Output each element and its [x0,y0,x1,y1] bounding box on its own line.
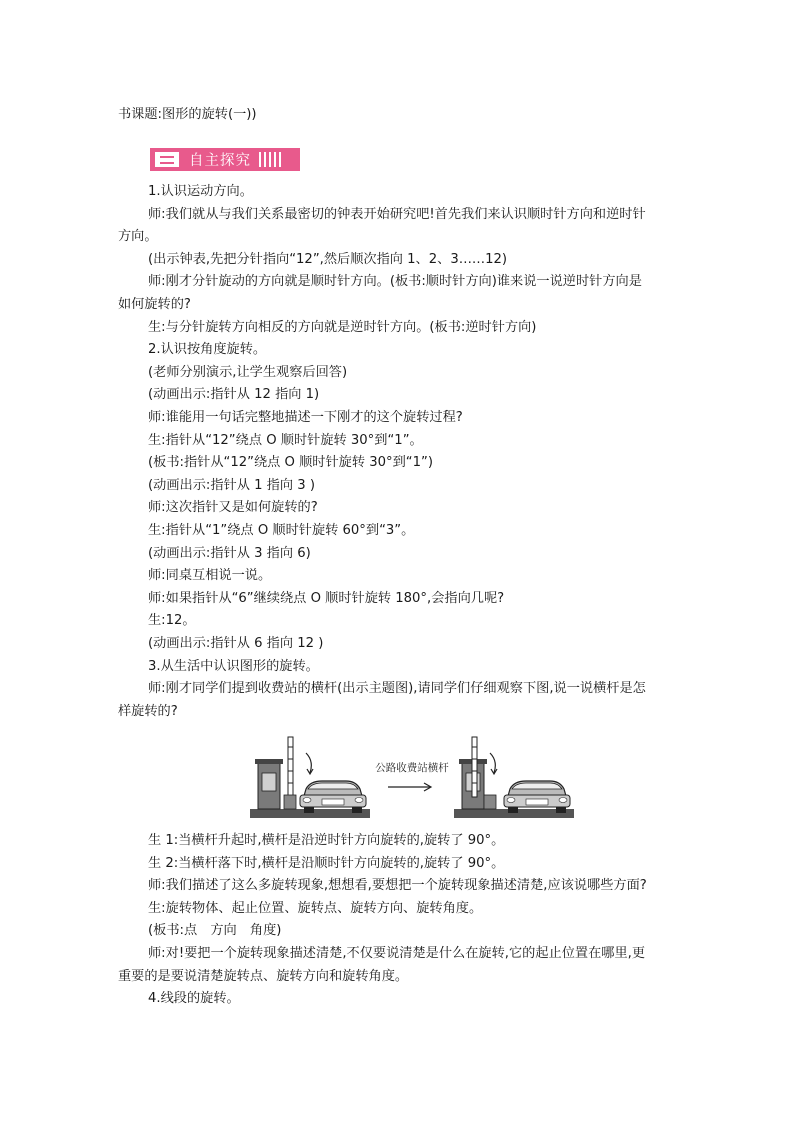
toll-gate-raised-scene [250,737,370,818]
text-line: 3.从生活中认识图形的旋转。 [148,658,319,674]
text-line: 师:我们就从与我们关系最密切的钟表开始研究吧!首先我们来认识顺时针方向和逆时针 [148,206,646,222]
text-line: 生:指针从“1”绕点 O 顺时针旋转 60°到“3”。 [148,523,415,538]
figure-caption: 公路收费站横杆 [375,762,449,774]
text-line: 师:刚才同学们提到收费站的横杆(出示主题图),请同学们仔细观察下图,说一说横杆是怎 [148,681,646,697]
text-line: (板书:指针从“12”绕点 O 顺时针旋转 30°到“1”) [148,455,433,471]
text-line: 生:与分针旋转方向相反的方向就是逆时针方向。(板书:逆时针方向) [148,319,537,335]
text-line: 生:指针从“12”绕点 O 顺时针旋转 30°到“1”。 [148,432,423,448]
text-line: 如何旋转的? [118,297,191,312]
section-banner [150,148,300,171]
text-line: 师:我们描述了这么多旋转现象,想想看,要想把一个旋转现象描述清楚,应该说哪些方面? [148,878,647,894]
text-line: 师:对!要把一个旋转现象描述清楚,不仅要说清楚是什么在旋转,它的起止位置在哪里,更 [148,946,646,961]
text-line: (动画出示:指针从 3 指向 6) [148,545,311,561]
section-label: 自主探究 [189,153,251,169]
text-line: (老师分别演示,让学生观察后回答) [148,364,348,380]
text-line: (板书:点 方向 角度) [148,923,282,939]
text-line: 生:旋转物体、起止位置、旋转点、旋转方向、旋转角度。 [148,900,483,916]
text-line: 样旋转的? [118,703,178,719]
text-line: 重要的是要说清楚旋转点、旋转方向和旋转角度。 [118,968,409,984]
text-line: (动画出示:指针从 12 指向 1) [148,387,320,403]
text-line: 师:刚才分针旋动的方向就是顺时针方向。(板书:顺时针方向)谁来说一说逆时针方向是 [148,274,642,290]
text-line: 师:谁能用一句话完整地描述一下刚才的这个旋转过程? [148,410,463,425]
toll-gate-lowered-scene [454,737,574,818]
text-line: 4.线段的旋转。 [148,991,240,1007]
text-line: (动画出示:指针从 1 指向 3 ) [148,477,315,493]
text-line: 方向。 [118,229,158,245]
text-line: 生:12。 [148,613,196,629]
text-line: 生 1:当横杆升起时,横杆是沿逆时针方向旋转的,旋转了 90°。 [148,833,505,848]
text-line: (出示钟表,先把分针指向“12”,然后顺次指向 1、2、3……12) [148,251,508,267]
text-line: 2.认识按角度旋转。 [148,342,267,358]
text-line: 生 2:当横杆落下时,横杆是沿顺时针方向旋转的,旋转了 90°。 [148,855,505,871]
text-line: 师:这次指针又是如何旋转的? [148,500,318,516]
text-line: 师:如果指针从“6”继续绕点 O 顺时针旋转 180°,会指向几呢? [148,590,505,606]
text-line: 1.认识运动方向。 [148,184,253,199]
section-number-icon [154,151,180,168]
toll-gate-figure [250,733,574,821]
banner-stripes [259,152,281,167]
lesson-title: 书课题:图形的旋转(一)) [118,107,257,122]
text-line: (动画出示:指针从 6 指向 12 ) [148,636,324,651]
text-line: 师:同桌互相说一说。 [148,568,272,584]
